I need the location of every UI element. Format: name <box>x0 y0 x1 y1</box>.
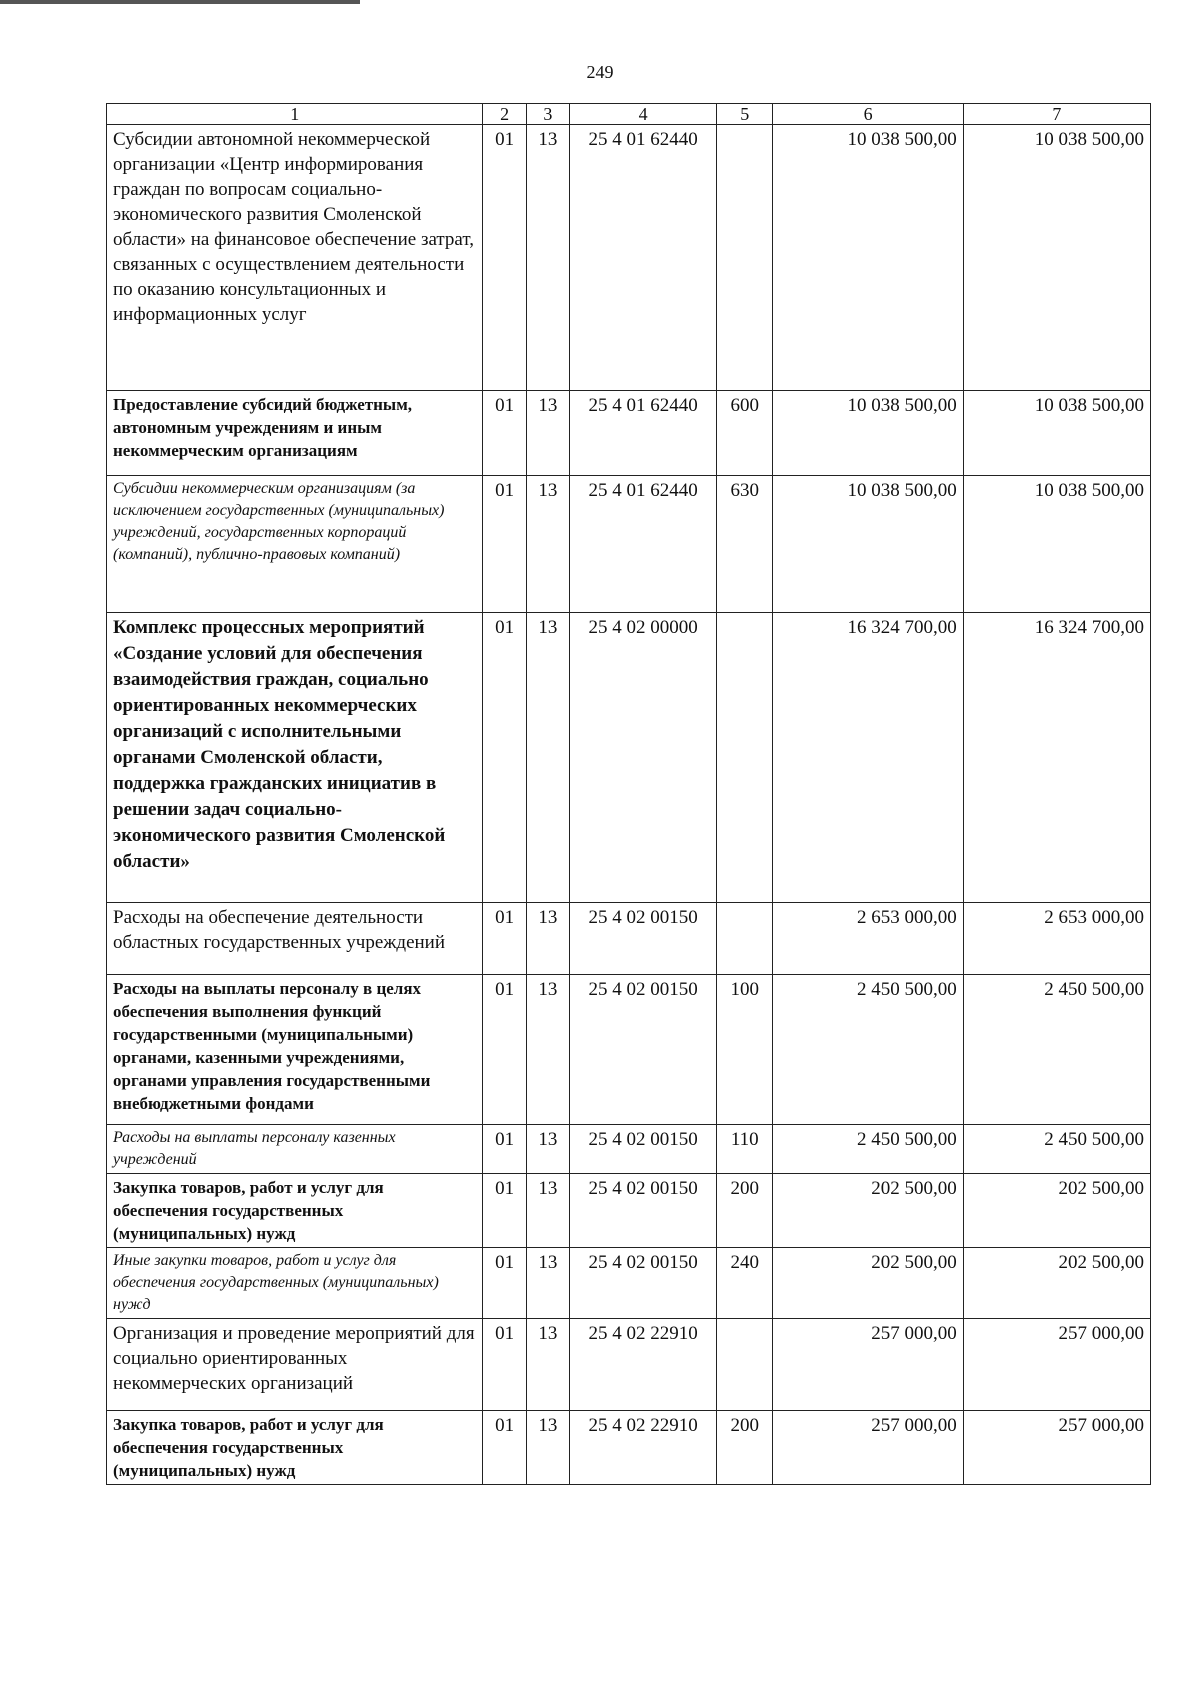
table-row <box>107 1319 1151 1411</box>
row-target-article: 25 4 02 00150 <box>570 1174 717 1248</box>
row-amount-year-2: 2 450 500,00 <box>963 975 1150 1125</box>
row-subsection: 13 <box>526 125 569 391</box>
row-expense-type: 110 <box>717 1125 773 1174</box>
row-expense-type: 600 <box>717 391 773 476</box>
row-section: 01 <box>483 1411 526 1485</box>
header-col-7: 7 <box>963 104 1150 125</box>
row-name: Расходы на выплаты персоналу в целях обеспечения выполнения функций государственными (муниципальными) органами, казенными учреждениями, органами управления государственными внебюджетными фондами <box>107 975 483 1125</box>
row-section: 01 <box>483 613 526 903</box>
row-name: Организация и проведение мероприятий для социально ориентированных некоммерческих организаций <box>107 1319 483 1411</box>
row-target-article: 25 4 02 00150 <box>570 1125 717 1174</box>
row-amount-year-2: 2 450 500,00 <box>963 1125 1150 1174</box>
row-target-article: 25 4 02 22910 <box>570 1319 717 1411</box>
header-col-3: 3 <box>526 104 569 125</box>
row-section: 01 <box>483 1248 526 1319</box>
row-expense-type: 100 <box>717 975 773 1125</box>
row-target-article: 25 4 02 00150 <box>570 1248 717 1319</box>
row-target-article: 25 4 01 62440 <box>570 476 717 613</box>
row-target-article: 25 4 02 22910 <box>570 1411 717 1485</box>
row-amount-year-2: 202 500,00 <box>963 1174 1150 1248</box>
row-amount-year-2: 10 038 500,00 <box>963 391 1150 476</box>
table-row <box>107 1248 1151 1319</box>
header-row <box>107 104 1151 125</box>
row-subsection: 13 <box>526 1411 569 1485</box>
header-col-2: 2 <box>483 104 526 125</box>
table-row <box>107 903 1151 975</box>
row-section: 01 <box>483 1319 526 1411</box>
scan-edge-mark <box>0 0 360 4</box>
table-row <box>107 975 1151 1125</box>
row-name: Закупка товаров, работ и услуг для обеспечения государственных (муниципальных) нужд <box>107 1174 483 1248</box>
row-section: 01 <box>483 476 526 613</box>
header-col-5: 5 <box>717 104 773 125</box>
row-amount-year-1: 202 500,00 <box>773 1248 963 1319</box>
row-amount-year-2: 257 000,00 <box>963 1319 1150 1411</box>
row-target-article: 25 4 02 00150 <box>570 903 717 975</box>
row-target-article: 25 4 01 62440 <box>570 391 717 476</box>
row-name: Субсидии некоммерческим организациям (за исключением государственных (муниципальных) учреждений, государственных корпораций (компаний), публично-правовых компаний) <box>107 476 483 613</box>
table-row <box>107 391 1151 476</box>
row-amount-year-1: 10 038 500,00 <box>773 125 963 391</box>
table-row <box>107 476 1151 613</box>
table-body <box>107 125 1151 1485</box>
row-expense-type <box>717 613 773 903</box>
row-amount-year-1: 16 324 700,00 <box>773 613 963 903</box>
row-amount-year-1: 257 000,00 <box>773 1411 963 1485</box>
row-amount-year-2: 16 324 700,00 <box>963 613 1150 903</box>
row-section: 01 <box>483 1125 526 1174</box>
row-section: 01 <box>483 1174 526 1248</box>
row-target-article: 25 4 02 00150 <box>570 975 717 1125</box>
row-subsection: 13 <box>526 975 569 1125</box>
row-amount-year-2: 202 500,00 <box>963 1248 1150 1319</box>
header-col-6: 6 <box>773 104 963 125</box>
row-section: 01 <box>483 903 526 975</box>
row-amount-year-1: 10 038 500,00 <box>773 391 963 476</box>
row-subsection: 13 <box>526 1248 569 1319</box>
header-col-1: 1 <box>107 104 483 125</box>
row-amount-year-1: 10 038 500,00 <box>773 476 963 613</box>
row-subsection: 13 <box>526 1174 569 1248</box>
row-section: 01 <box>483 391 526 476</box>
row-name: Расходы на выплаты персоналу казенных учреждений <box>107 1125 483 1174</box>
table-row <box>107 1411 1151 1485</box>
row-amount-year-2: 10 038 500,00 <box>963 125 1150 391</box>
row-subsection: 13 <box>526 613 569 903</box>
table-row <box>107 1125 1151 1174</box>
row-name: Иные закупки товаров, работ и услуг для обеспечения государственных (муниципальных) нужд <box>107 1248 483 1319</box>
table-row <box>107 125 1151 391</box>
budget-table <box>106 103 1151 1485</box>
row-amount-year-1: 2 653 000,00 <box>773 903 963 975</box>
row-target-article: 25 4 02 00000 <box>570 613 717 903</box>
row-expense-type <box>717 903 773 975</box>
row-subsection: 13 <box>526 903 569 975</box>
row-expense-type: 240 <box>717 1248 773 1319</box>
row-subsection: 13 <box>526 1319 569 1411</box>
row-expense-type: 200 <box>717 1174 773 1248</box>
row-subsection: 13 <box>526 391 569 476</box>
row-amount-year-1: 2 450 500,00 <box>773 1125 963 1174</box>
row-name: Закупка товаров, работ и услуг для обеспечения государственных (муниципальных) нужд <box>107 1411 483 1485</box>
row-subsection: 13 <box>526 1125 569 1174</box>
row-amount-year-2: 2 653 000,00 <box>963 903 1150 975</box>
row-expense-type: 630 <box>717 476 773 613</box>
row-name: Предоставление субсидий бюджетным, автономным учреждениям и иным некоммерческим организациям <box>107 391 483 476</box>
table-row <box>107 1174 1151 1248</box>
table-row <box>107 613 1151 903</box>
row-expense-type: 200 <box>717 1411 773 1485</box>
row-amount-year-1: 2 450 500,00 <box>773 975 963 1125</box>
row-name: Расходы на обеспечение деятельности областных государственных учреждений <box>107 903 483 975</box>
header-col-4: 4 <box>570 104 717 125</box>
row-amount-year-1: 202 500,00 <box>773 1174 963 1248</box>
row-name: Комплекс процессных мероприятий «Создание условий для обеспечения взаимодействия граждан, социально ориентированных некоммерческих организаций с исполнительными органами Смоленской области, поддержка гражданских инициатив в решении задач социально-экономического развития Смоленской области» <box>107 613 483 903</box>
row-target-article: 25 4 01 62440 <box>570 125 717 391</box>
row-amount-year-2: 10 038 500,00 <box>963 476 1150 613</box>
row-section: 01 <box>483 975 526 1125</box>
row-expense-type <box>717 1319 773 1411</box>
row-amount-year-1: 257 000,00 <box>773 1319 963 1411</box>
row-name: Субсидии автономной некоммерческой организации «Центр информирования граждан по вопросам социально-экономического развития Смоленской области» на финансовое обеспечение затрат, связанных с осуществлением деятельности по оказанию консультационных и информационных услуг <box>107 125 483 391</box>
page-number: 249 <box>586 62 614 82</box>
row-amount-year-2: 257 000,00 <box>963 1411 1150 1485</box>
row-subsection: 13 <box>526 476 569 613</box>
row-expense-type <box>717 125 773 391</box>
row-section: 01 <box>483 125 526 391</box>
